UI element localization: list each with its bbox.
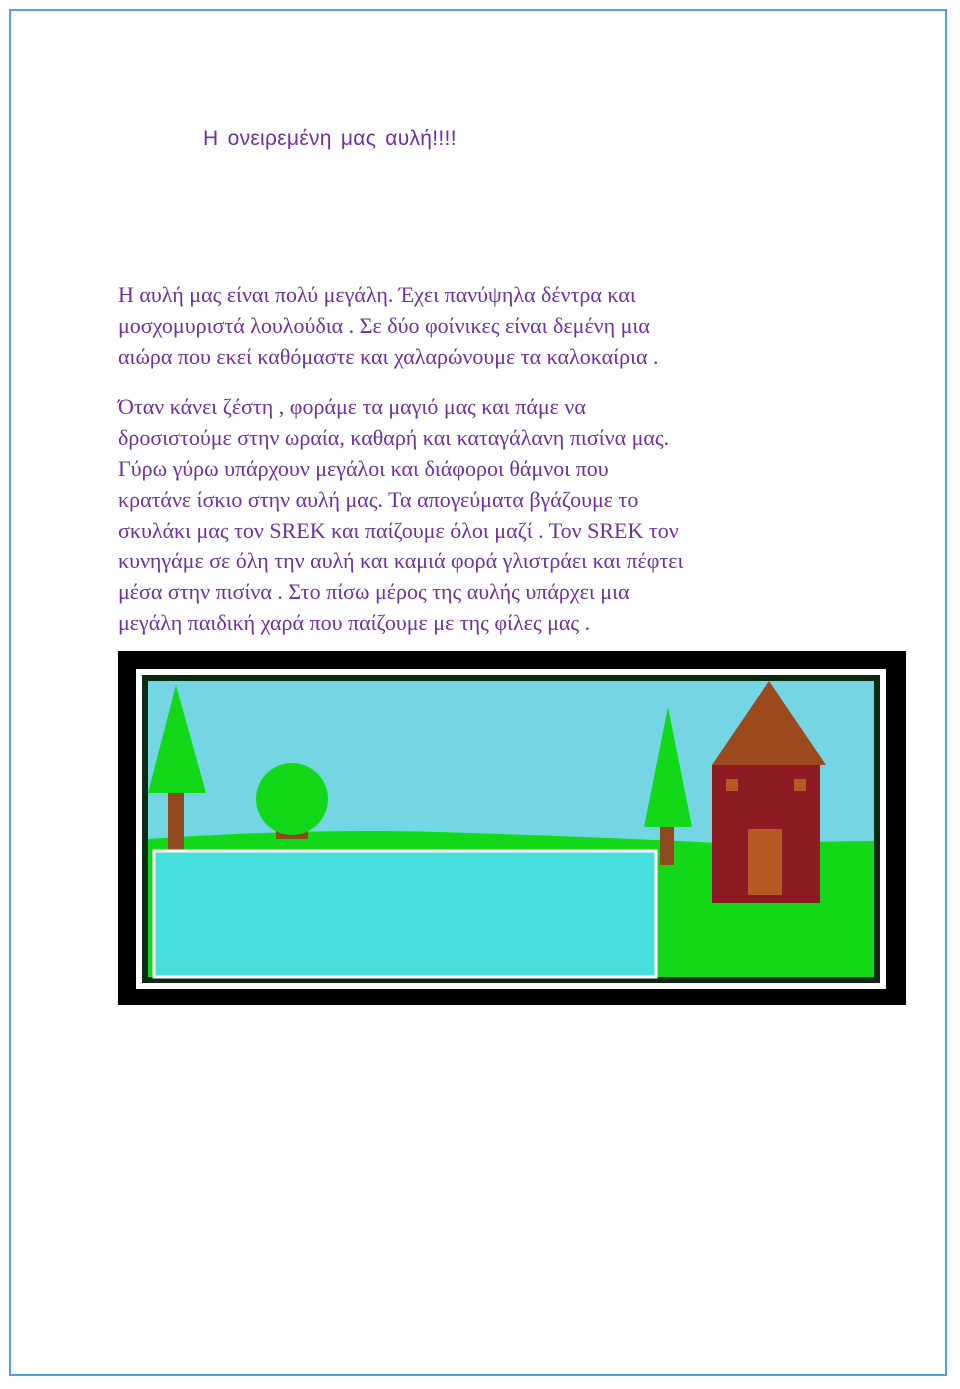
text-line: αιώρα που εκεί καθόμαστε και χαλαρώνουμε τα καλοκαίρια . [118, 343, 659, 369]
text-line: δροσιστούμε στην ωραία, καθαρή και καταγάλανη πισίνα μας. [118, 425, 670, 451]
text-line: κυνηγάμε σε όλη την αυλή και καμιά φορά γλιστράει και πέφτει [118, 548, 684, 574]
text-line: κρατάνε ίσκιο στην αυλή μας. Τα απογεύματα βγάζουμε το [118, 486, 639, 512]
text-line: μεγάλη παιδική χαρά που παίζουμε με της φίλες μας . [118, 609, 591, 635]
essay-text [118, 280, 858, 639]
text-line: Η αυλή μας είναι πολύ μεγάλη. Έχει πανύψηλα δέντρα και [118, 282, 636, 307]
house-window [794, 779, 806, 791]
text-line: Γύρω γύρω υπάρχουν μεγάλοι και διάφοροι θάμνοι που [118, 455, 609, 481]
pool [154, 851, 656, 977]
text-line: Όταν κάνει ζέστη , φοράμε τα μαγιό μας και πάμε να [118, 394, 586, 420]
house-window [726, 779, 738, 791]
text-line: μέσα στην πισίνα . Στο πίσω μέρος της αυλής υπάρχει μια [118, 579, 630, 605]
yard-drawing [118, 651, 906, 1005]
page-title: Η ονειρεμένη μας αυλή!!!! [203, 127, 457, 150]
text-line: σκυλάκι μας τον SREK και παίζουμε όλοι μαζί . Τον SREK τον [118, 517, 679, 543]
round-bush [256, 763, 328, 835]
text-line: μοσχομυριστά λουλούδια . Σε δύο φοίνικες είναι δεμένη μια [118, 312, 650, 338]
house-door [748, 829, 782, 895]
